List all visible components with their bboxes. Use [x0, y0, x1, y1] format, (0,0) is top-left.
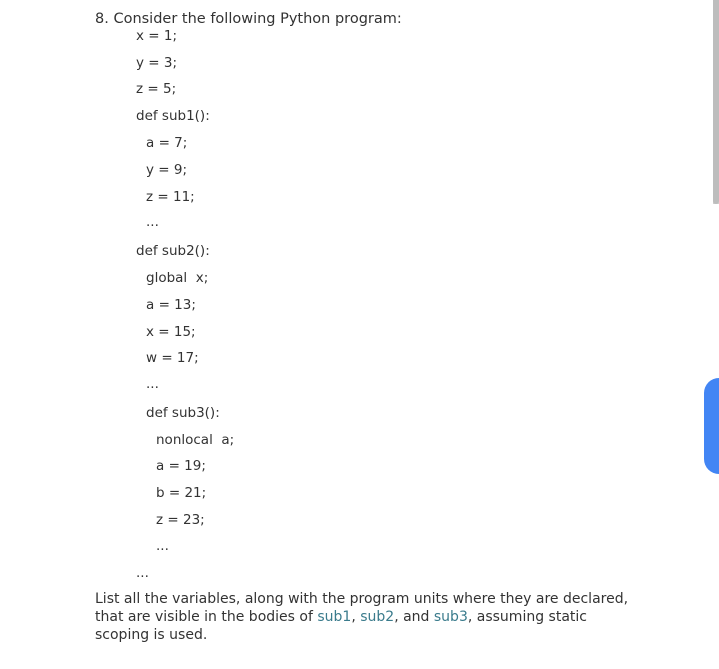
prompt-text-part2: , assuming static scoping is used.: [95, 609, 587, 643]
term-sub1: sub1: [317, 609, 352, 625]
code-line: a = 13;: [146, 297, 196, 313]
prompt-text-part1: List all the variables, along with the program units where they are declared, that are visible in the bodies of: [95, 591, 629, 625]
prompt-separator: ,: [351, 609, 361, 625]
code-line: global x;: [146, 270, 209, 286]
code-line: nonlocal a;: [156, 432, 235, 448]
code-line: z = 11;: [146, 189, 195, 205]
code-line: ...: [146, 376, 159, 392]
code-line: z = 5;: [136, 81, 177, 97]
term-sub2: sub2: [360, 609, 395, 625]
code-line: def sub3():: [146, 405, 220, 421]
code-line: x = 15;: [146, 324, 196, 340]
code-line: ...: [146, 214, 159, 230]
prompt-separator: , and: [394, 609, 434, 625]
code-line: def sub1():: [136, 108, 210, 124]
scrollbar-thumb[interactable]: [713, 0, 719, 204]
code-line: x = 1;: [136, 28, 178, 44]
code-line: a = 7;: [146, 135, 188, 151]
question-title: 8. Consider the following Python program:: [95, 11, 402, 27]
code-line: a = 19;: [156, 458, 206, 474]
code-line: y = 9;: [146, 162, 188, 178]
code-line: ...: [136, 565, 149, 581]
question-prompt: [95, 590, 635, 644]
term-sub3: sub3: [433, 609, 468, 625]
code-line: def sub2():: [136, 243, 210, 259]
code-line: b = 21;: [156, 485, 207, 501]
code-line: z = 23;: [156, 512, 205, 528]
code-line: ...: [156, 538, 169, 554]
code-line: y = 3;: [136, 55, 178, 71]
code-line: w = 17;: [146, 350, 199, 366]
side-tab[interactable]: [704, 378, 719, 474]
